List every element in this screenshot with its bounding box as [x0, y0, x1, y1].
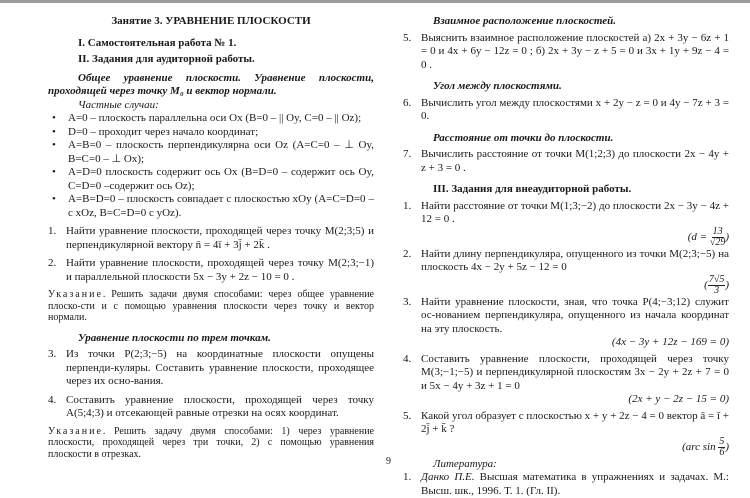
bullet-text: A=0 – плоскость параллельна оси Ox (B=0 – || Oy, C=0 – || Oz); [68, 112, 362, 124]
task-number: 5. [403, 409, 412, 422]
top-border [0, 0, 750, 3]
denominator: 3 [714, 284, 720, 296]
special-cases-label: Частные случаи: [78, 98, 159, 111]
task-text: Найти расстояние от точки M(1;3;−2) до плоскости [421, 199, 662, 212]
task-text-cont: плоскость 4x − 2y + 5z − 12 = 0 [421, 261, 567, 273]
hint-2 [48, 426, 374, 461]
task-text-cont: нованием перпендикуляра, опущенного из начала координат на эту [421, 309, 729, 335]
task-item [403, 296, 729, 350]
heading-mutual-position: Взаимное расположение плоскостей. [433, 15, 617, 27]
hint-text-cont: сти и с помощью уравнения плоскости через точку и вектор нормали. [48, 300, 374, 323]
task-number: 3. [403, 295, 412, 308]
task-text-cont: перпендикулярной вектору n̄ = 4ī + 3j̄ + 2k̄ . [66, 238, 270, 251]
task-number: 3. [48, 348, 57, 360]
heading-line: через точку M₀ и вектор нормали. [109, 85, 277, 97]
task-item [403, 248, 729, 296]
page-number: 9 [386, 456, 391, 467]
answer-prefix: (arc sin [682, 440, 716, 453]
bullet-text-cont: – ⊥ Ox); [103, 152, 145, 165]
task-text: Вычислить расстояние от точки M(1;2;3) до плоскости [421, 148, 682, 160]
answer-prefix: (d = [687, 230, 708, 243]
answer [421, 437, 729, 458]
right-column [403, 15, 729, 498]
task-number: 2. [48, 257, 57, 269]
heading-angle: Угол между плоскостями. [433, 80, 562, 92]
heading-three-points: Уравнение плоскости по трем точкам. [78, 331, 271, 344]
denominator: 6 [719, 446, 725, 458]
section-independent-work: I. Самостоятельная работа № 1. [78, 36, 237, 49]
bullet-item [48, 112, 374, 126]
bullet-text-cont: xOz, B=C=D=0 с yOz). [75, 206, 182, 219]
reference-title: Высшая математика в упражнениях и задачах. М.: Высш. [421, 471, 729, 497]
answer [421, 275, 729, 296]
bullet-icon: • [52, 166, 56, 178]
task-number: 1. [403, 199, 412, 212]
section-classroom-tasks: II. Задания для аудиторной работы. [78, 53, 255, 65]
numerator: 7√5 [708, 273, 725, 285]
literature-heading: Литература: [433, 457, 497, 470]
task-text: Составить уравнение плоскости, проходящей через точку A(5;4;3) и [66, 393, 374, 419]
bullet-text-cont: C=D=0 –содержит ось Oz); [68, 179, 195, 192]
denominator: √29 [709, 236, 726, 248]
answer: (4x − 3y + 12z − 169 = 0) [611, 336, 729, 348]
task-number: 5. [403, 31, 412, 44]
task-number: 2. [403, 247, 412, 260]
task-item [48, 348, 374, 389]
task-text-cont: 2x − 3y − 4z + 12 = 0 . [421, 199, 730, 225]
task-text: Какой угол образует с плоскостью x + y + 2z − 4 = 0 вектор ā = ī + 2j̄ + k̄ ? [421, 409, 729, 435]
task-text: Найти длину перпендикуляра, опущенного из точки M(2;3;−5) на [421, 247, 729, 260]
answer-prefix: ( [704, 278, 708, 291]
answer-suffix: ) [725, 440, 729, 453]
task-number: 1. [48, 225, 57, 237]
left-column [48, 15, 374, 460]
answer-suffix: ) [725, 230, 729, 243]
bullet-text: A=B=D=0 – плоскость совпадает с плоскостью xOy (A=C=D=0 – с [68, 193, 374, 219]
bullet-text: A=D=0 плоскость содержит ось Ox (B=D=0 – содержит ось Oy, [68, 166, 374, 178]
task-text: Составить уравнение плоскости, проходящей через точку M(3;−1;−5) [421, 352, 729, 378]
numerator: 5 [719, 435, 725, 447]
task-text: Выяснить взаимное расположение плоскостей а) 2x + 3y − 6z + 1 = 0 и [421, 31, 729, 57]
bullet-icon: • [52, 125, 56, 138]
task-text-cont: отсекающей равные отрезки на осях координат. [115, 407, 339, 419]
answer: (2x + y − 2z − 15 = 0) [628, 393, 729, 405]
hint-text: . Решить задачи двумя способами: через общее уравнение плоско- [48, 289, 374, 312]
task-text: Найти уравнение плоскости, проходящей через точку M(2;3;5) и [66, 225, 374, 237]
task-item [48, 257, 374, 284]
hint-1 [48, 289, 374, 324]
reference-title-cont: шк., 1996. Т. 1. (Гл. II). [454, 484, 561, 497]
task-text-cont: и перпендикулярной плоскостям 3x − 2y + 2z + 7 = 0 и 5x − 4y + 3z + 1 = 0 [421, 366, 729, 392]
bullet-text: D=0 – проходит через начало координат; [68, 125, 259, 138]
task-item [403, 410, 729, 458]
hint-text-cont: проходящей через три точки, 2) с помощью уравнения плоскости в отрезках. [48, 437, 374, 460]
heading-line: Общее уравнение плоскости. Уравнение плоскости, проходящей [48, 71, 374, 97]
task-text-cont: вания. [133, 375, 164, 387]
numerator: 13 [712, 225, 723, 237]
answer-suffix: ) [725, 278, 729, 291]
task-item [403, 200, 729, 248]
task-text: Вычислить угол между плоскостями x + 2y − z = 0 и 4y − 7z + 3 = 0. [421, 96, 729, 122]
bullet-item [48, 166, 374, 193]
task-text-cont: параллельной плоскости 5x − 3y + 2z − 10 = 0 . [74, 270, 295, 283]
hint-text: . Решить задачу двумя способами: 1) через уравнение плоскости, [48, 425, 374, 448]
task-item [48, 394, 374, 421]
heading-general-equation [48, 72, 374, 99]
hint-label: Указание [48, 425, 103, 437]
task-text: Найти уравнение плоскости, проходящей через точку M(2;3;−1) и [66, 257, 374, 283]
reference-author: Данко П.Е. [421, 471, 475, 483]
heading-distance: Расстояние от точки до плоскости. [433, 131, 614, 144]
bullet-item [48, 193, 374, 220]
section-homework: III. Задания для внеаудиторной работы. [433, 183, 632, 195]
bullet-item [48, 139, 374, 166]
task-item [403, 97, 729, 124]
bullet-icon: • [52, 193, 56, 205]
reference-item [403, 471, 729, 498]
bullet-item [48, 126, 374, 140]
task-item [403, 32, 729, 73]
task-text-cont: плоскость. [452, 322, 503, 335]
task-text: Найти уравнение плоскости, зная, что точка P(4;−3;12) служит ос- [421, 295, 729, 321]
reference-number: 1. [403, 471, 412, 483]
bullet-icon: • [52, 112, 56, 124]
answer-fraction [710, 227, 726, 248]
bullet-text: A=B=0 – плоскость перпендикулярна оси Oz (A=C=0 – ⊥ Oy, B=C=0 [68, 139, 374, 165]
hint-label: Указание [48, 289, 103, 300]
task-number: 6. [403, 96, 412, 109]
task-item [403, 148, 729, 175]
answer [421, 227, 729, 248]
page-title: Занятие 3. УРАВНЕНИЕ ПЛОСКОСТИ [111, 15, 311, 27]
bullet-icon: • [52, 139, 56, 151]
task-item [403, 353, 729, 407]
task-number: 4. [48, 393, 57, 406]
answer-fraction [708, 275, 726, 296]
task-item [48, 225, 374, 252]
task-number: 4. [403, 352, 412, 365]
task-text-cont: куляры. Составить уравнение плоскости, проходящее через их осно- [66, 361, 374, 387]
task-number: 7. [403, 148, 412, 160]
task-text: Из точки P(2;3;−5) на координатные плоскости опущены перпенди- [66, 348, 374, 374]
task-text-cont: 2x − 4y + z + 3 = 0 . [421, 148, 729, 174]
task-text-cont: 4x + 6y − 12z = 0 ; б) 2x + 3y − z + 5 = 0 и 3x + 1y + 9z − 4 = 0 . [421, 45, 730, 71]
